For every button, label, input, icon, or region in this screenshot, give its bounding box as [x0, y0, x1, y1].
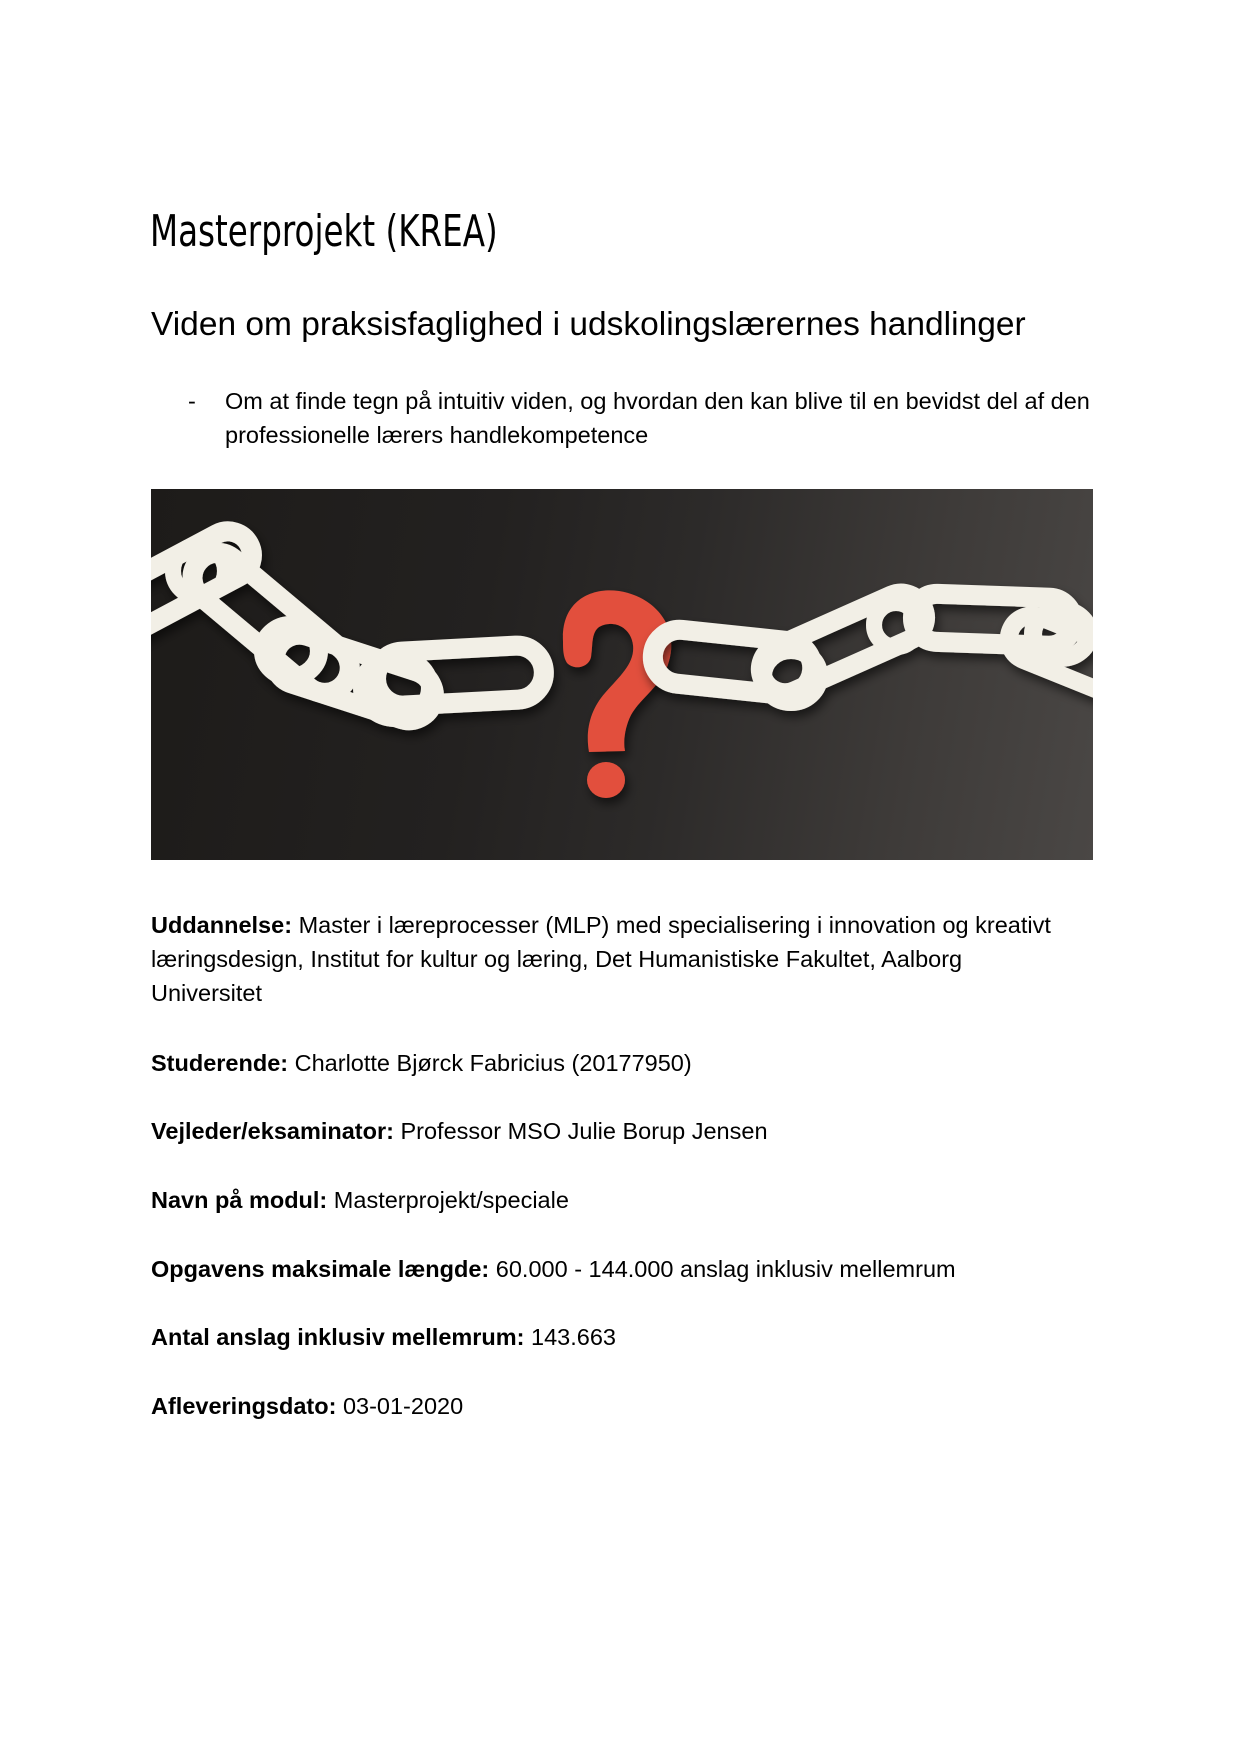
field-value: Masterprojekt/speciale: [333, 1187, 569, 1213]
field-value: Charlotte Bjørck Fabricius (20177950): [294, 1050, 692, 1076]
field-student: [151, 1046, 1051, 1080]
field-value: 60.000 - 144.000 anslag inklusiv mellemrum: [495, 1256, 956, 1282]
field-value: 143.663: [531, 1324, 616, 1350]
bullet-marker: -: [188, 388, 196, 414]
field-supervisor: [151, 1114, 1051, 1148]
field-label: Antal anslag inklusiv mellemrum:: [151, 1324, 525, 1350]
cover-photo: [151, 489, 1093, 860]
field-label: Studerende:: [151, 1050, 289, 1076]
broken-chain-question-mark-photo-icon: [151, 489, 1093, 860]
field-module-name: [151, 1183, 1051, 1217]
field-label: Opgavens maksimale længde:: [151, 1256, 490, 1282]
field-value: Professor MSO Julie Borup Jensen: [400, 1118, 768, 1144]
bullet-text: Om at finde tegn på intuitiv viden, og hvordan den kan blive til en bevidst del af den professionelle lærers handlekompetence: [225, 388, 1090, 448]
field-label: Vejleder/eksaminator:: [151, 1118, 394, 1144]
field-max-length: [151, 1252, 1051, 1286]
field-submission-date: [151, 1389, 1051, 1423]
field-value: 03-01-2020: [342, 1393, 464, 1419]
field-label: Afleveringsdato:: [151, 1393, 337, 1419]
field-label: Navn på modul:: [151, 1187, 328, 1213]
document-subtitle: Viden om praksisfaglighed i udskolingslærernes handlinger: [151, 306, 1026, 343]
field-character-count: [151, 1320, 1051, 1354]
field-education: [151, 908, 1051, 1010]
document-title: Masterprojekt (KREA): [150, 206, 498, 257]
field-value: Master i læreprocesser (MLP) med specialisering i innovation og kreativt læringsdesign, Institut for kultur og læring, Det Humanistiske Fakultet, Aalborg Universitet: [151, 912, 1051, 1006]
field-label: Uddannelse:: [151, 912, 293, 938]
